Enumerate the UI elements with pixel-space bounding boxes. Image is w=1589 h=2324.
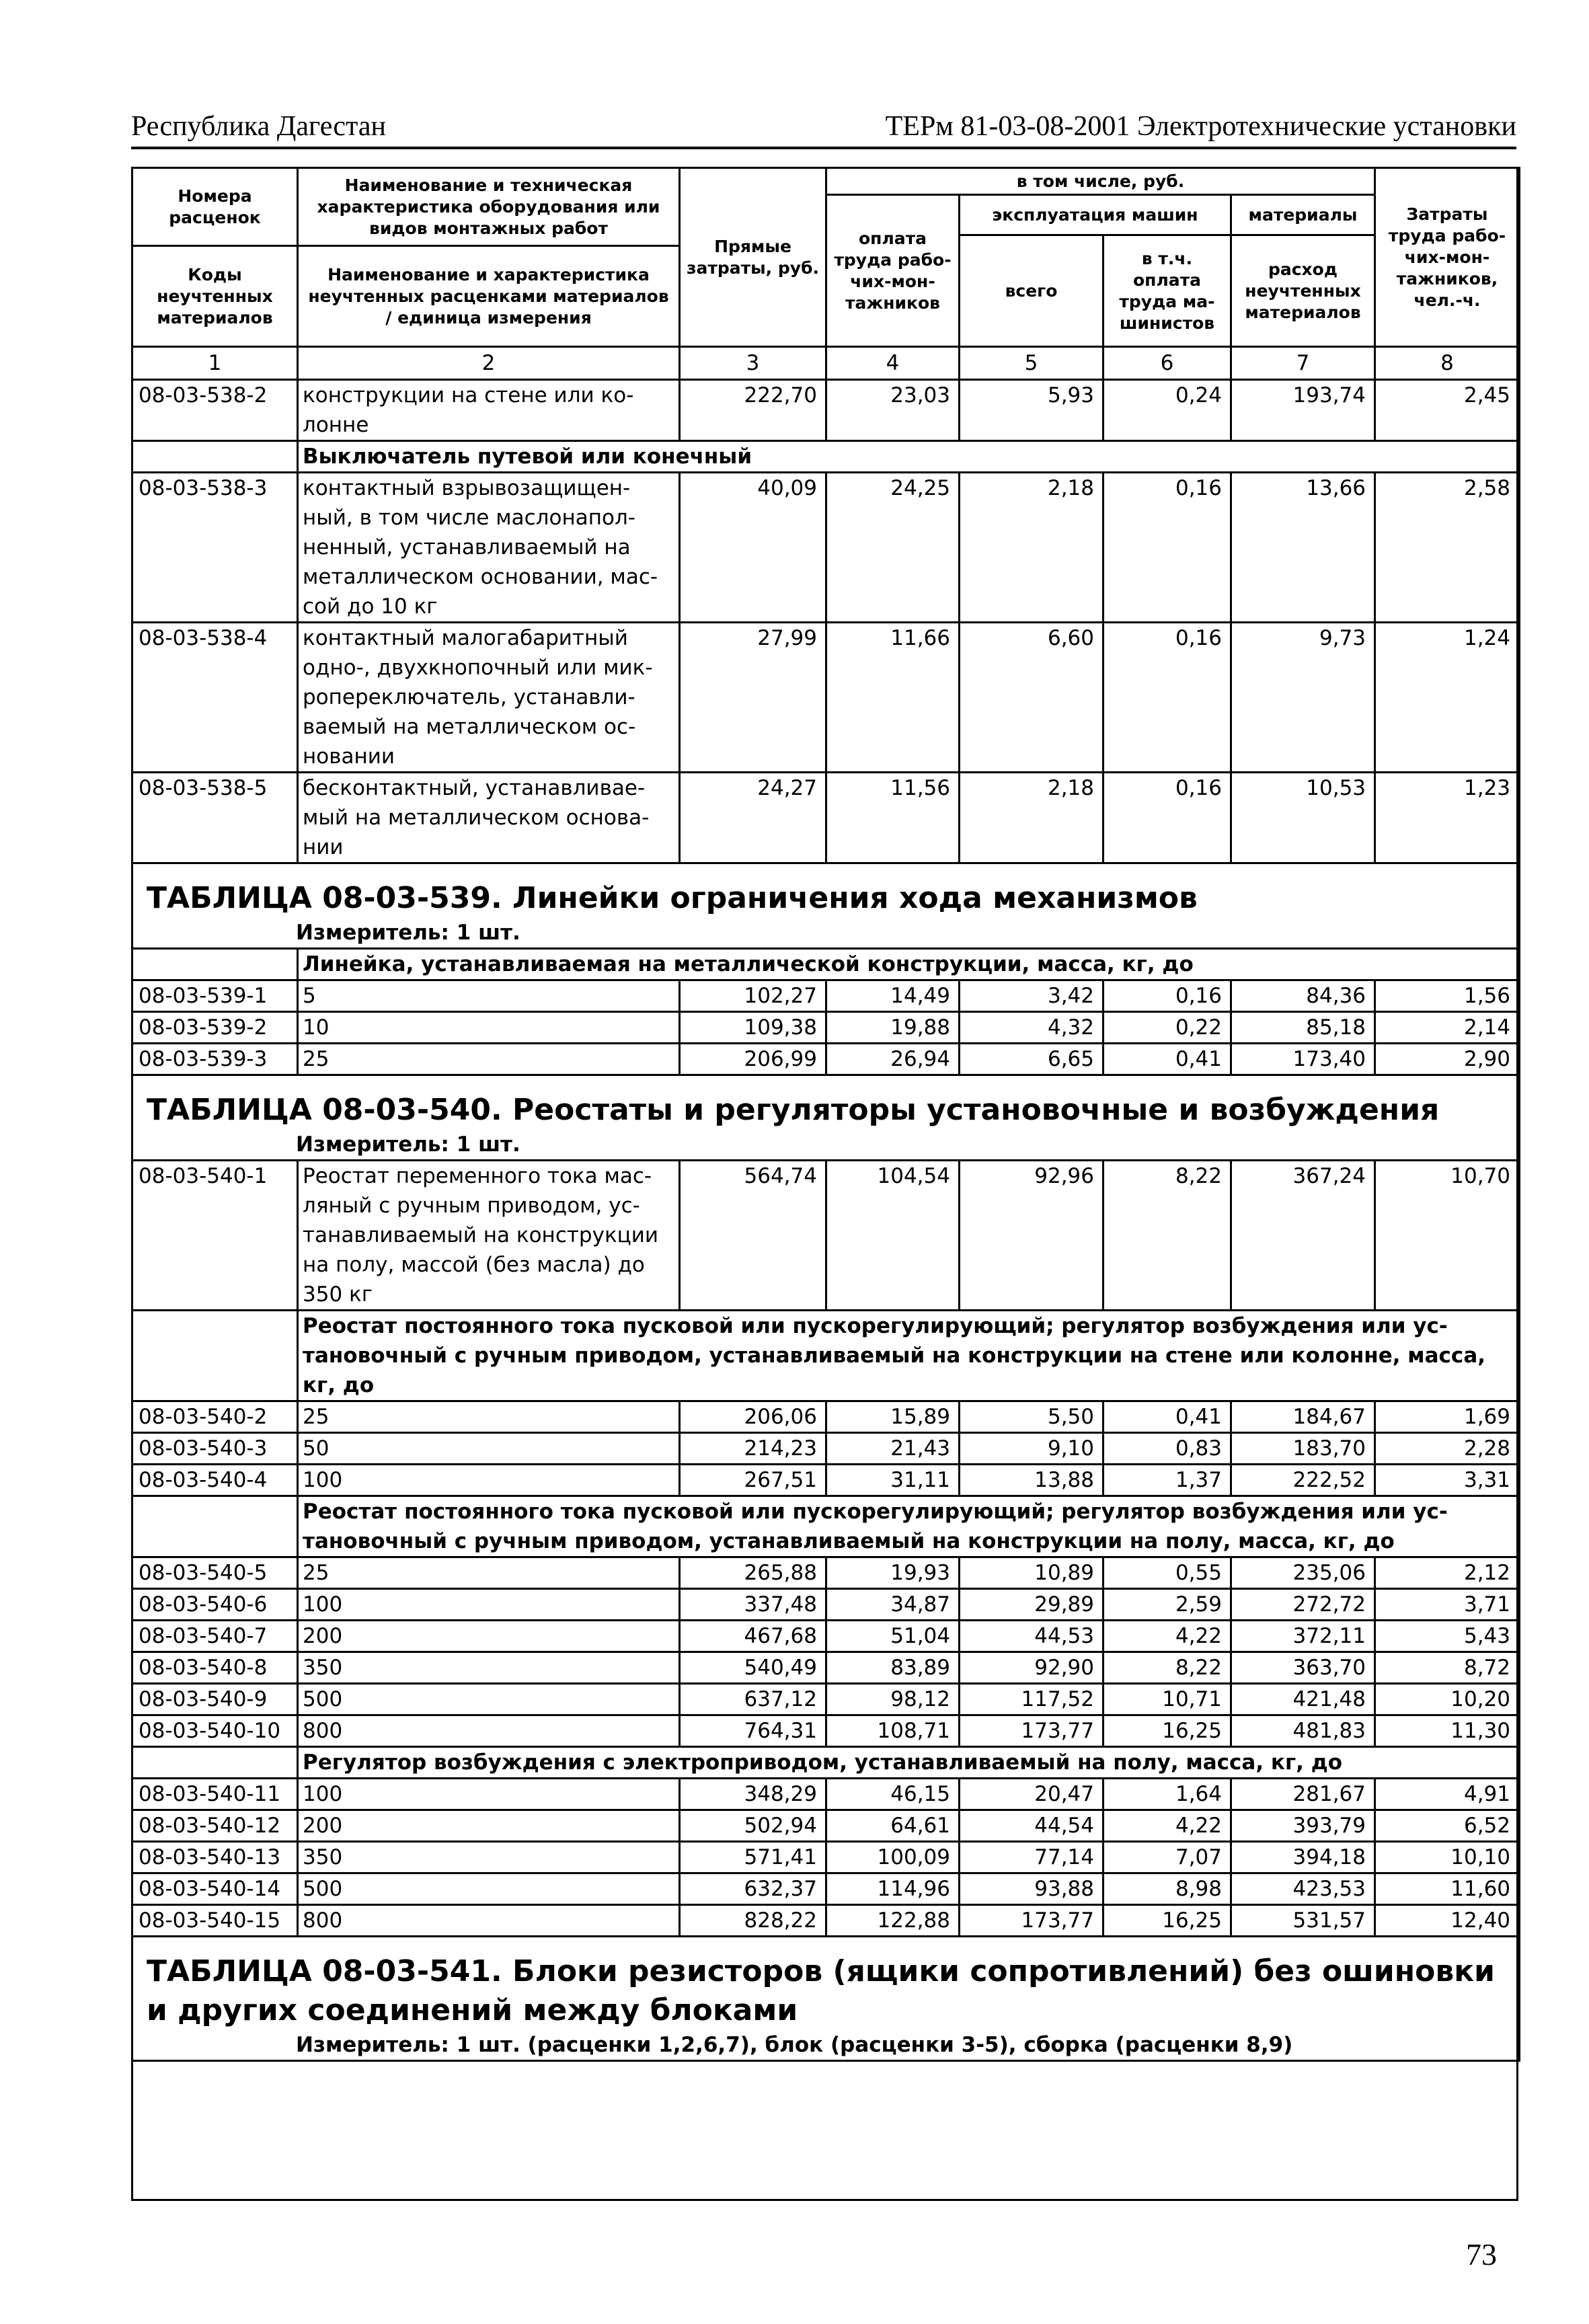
group-heading-row	[132, 1747, 1520, 1779]
value-machines-total: 173,77	[960, 1715, 1103, 1747]
value-direct-costs: 632,37	[680, 1873, 826, 1905]
rate-row	[132, 1557, 1520, 1589]
col-number: 5	[960, 347, 1103, 380]
col-1-top: Номера расценок	[132, 168, 298, 246]
value-operators-wages: 0,16	[1103, 623, 1231, 773]
value-wages: 26,94	[826, 1044, 960, 1075]
meter-text: Измеритель: 1 шт.	[296, 1132, 520, 1157]
value-operators-wages: 1,37	[1103, 1465, 1231, 1496]
rate-code: 08-03-540-11	[132, 1779, 298, 1810]
value-wages: 108,71	[826, 1715, 960, 1747]
value-wages: 24,25	[826, 473, 960, 623]
group-heading-row	[132, 1311, 1520, 1401]
value-direct-costs: 540,49	[680, 1652, 826, 1684]
group-spacer	[132, 1747, 298, 1779]
page-header	[131, 108, 1516, 149]
value-materials: 222,52	[1231, 1465, 1375, 1496]
value-materials: 272,72	[1231, 1589, 1375, 1621]
value-labour-hours: 4,91	[1375, 1779, 1520, 1810]
group-heading: Регулятор возбуждения с электроприводом, устанавливаемый на полу, масса, кг, до	[298, 1747, 1520, 1779]
rate-name: 100	[298, 1779, 680, 1810]
value-direct-costs: 27,99	[680, 623, 826, 773]
value-materials: 10,53	[1231, 773, 1375, 863]
rate-code: 08-03-540-8	[132, 1652, 298, 1684]
table-head	[132, 168, 1520, 380]
rate-row	[132, 1044, 1520, 1075]
page-number: 73	[1466, 2237, 1497, 2272]
value-direct-costs: 214,23	[680, 1433, 826, 1465]
value-operators-wages: 0,41	[1103, 1401, 1231, 1433]
value-operators-wages: 10,71	[1103, 1684, 1231, 1715]
value-operators-wages: 0,41	[1103, 1044, 1231, 1075]
value-operators-wages: 4,22	[1103, 1621, 1231, 1652]
value-wages: 19,93	[826, 1557, 960, 1589]
value-direct-costs: 828,22	[680, 1905, 826, 1937]
value-labour-hours: 10,20	[1375, 1684, 1520, 1715]
rate-name: 800	[298, 1905, 680, 1937]
rate-row	[132, 1012, 1520, 1044]
value-wages: 11,66	[826, 623, 960, 773]
rates-table	[131, 167, 1520, 2062]
group-spacer	[132, 1311, 298, 1401]
value-wages: 15,89	[826, 1401, 960, 1433]
value-materials: 372,11	[1231, 1621, 1375, 1652]
value-labour-hours: 10,70	[1375, 1161, 1520, 1311]
table-title-text: 08-03-540. Реостаты и регуляторы установочные и возбуждения	[322, 1093, 1440, 1127]
rate-name: Реостат переменного тока мас-ляный с ручным приводом, ус-танавливаемый на конструкции на полу, массой (без масла) до 350 кг	[298, 1161, 680, 1311]
value-wages: 51,04	[826, 1621, 960, 1652]
rate-name: 100	[298, 1589, 680, 1621]
value-wages: 46,15	[826, 1779, 960, 1810]
table-title	[132, 1937, 1520, 2031]
column-numbers-row	[132, 347, 1520, 380]
rate-name: 350	[298, 1652, 680, 1684]
header-region: Республика Дагестан	[131, 111, 387, 142]
value-wages: 83,89	[826, 1652, 960, 1684]
value-machines-total: 2,18	[960, 773, 1103, 863]
value-direct-costs: 467,68	[680, 1621, 826, 1652]
value-machines-total: 9,10	[960, 1433, 1103, 1465]
value-wages: 98,12	[826, 1684, 960, 1715]
rate-row	[132, 1842, 1520, 1873]
value-operators-wages: 8,22	[1103, 1652, 1231, 1684]
rate-code: 08-03-540-3	[132, 1433, 298, 1465]
value-labour-hours: 2,90	[1375, 1044, 1520, 1075]
rate-row	[132, 1684, 1520, 1715]
value-direct-costs: 564,74	[680, 1161, 826, 1311]
rate-code: 08-03-540-1	[132, 1161, 298, 1311]
value-machines-total: 3,42	[960, 980, 1103, 1012]
value-labour-hours: 1,69	[1375, 1401, 1520, 1433]
table-title-label: ТАБЛИЦА	[147, 881, 312, 915]
rate-code: 08-03-540-6	[132, 1589, 298, 1621]
col-number: 6	[1103, 347, 1231, 380]
rate-name: 800	[298, 1715, 680, 1747]
rate-row	[132, 1433, 1520, 1465]
rate-row	[132, 773, 1520, 863]
value-materials: 184,67	[1231, 1401, 1375, 1433]
value-materials: 13,66	[1231, 473, 1375, 623]
table-title	[132, 1075, 1520, 1130]
value-machines-total: 93,88	[960, 1873, 1103, 1905]
rate-name: 25	[298, 1401, 680, 1433]
value-materials: 367,24	[1231, 1161, 1375, 1311]
rate-row	[132, 1905, 1520, 1937]
value-machines-total: 20,47	[960, 1779, 1103, 1810]
value-operators-wages: 0,16	[1103, 980, 1231, 1012]
col-7-materials: расход неучтенных материалов	[1231, 235, 1375, 347]
value-operators-wages: 0,83	[1103, 1433, 1231, 1465]
rate-code: 08-03-540-14	[132, 1873, 298, 1905]
value-wages: 21,43	[826, 1433, 960, 1465]
value-direct-costs: 222,70	[680, 380, 826, 441]
value-materials: 235,06	[1231, 1557, 1375, 1589]
value-machines-total: 117,52	[960, 1684, 1103, 1715]
value-operators-wages: 0,16	[1103, 773, 1231, 863]
col-8-labour: Затраты труда рабо-чих-мон-тажников, чел.-ч.	[1375, 168, 1520, 347]
value-labour-hours: 1,56	[1375, 980, 1520, 1012]
col-number: 1	[132, 347, 298, 380]
rate-name: 200	[298, 1621, 680, 1652]
value-wages: 100,09	[826, 1842, 960, 1873]
value-machines-total: 4,32	[960, 1012, 1103, 1044]
rate-row	[132, 1779, 1520, 1810]
rate-code: 08-03-540-2	[132, 1401, 298, 1433]
value-direct-costs: 764,31	[680, 1715, 826, 1747]
value-machines-total: 173,77	[960, 1905, 1103, 1937]
value-machines-total: 6,65	[960, 1044, 1103, 1075]
value-wages: 19,88	[826, 1012, 960, 1044]
value-labour-hours: 10,10	[1375, 1842, 1520, 1873]
meter-cell	[132, 918, 1520, 949]
value-machines-total: 77,14	[960, 1842, 1103, 1873]
col-number: 2	[298, 347, 680, 380]
value-labour-hours: 8,72	[1375, 1652, 1520, 1684]
value-labour-hours: 2,12	[1375, 1557, 1520, 1589]
rate-name: 25	[298, 1044, 680, 1075]
value-materials: 84,36	[1231, 980, 1375, 1012]
value-wages: 31,11	[826, 1465, 960, 1496]
value-operators-wages: 0,22	[1103, 1012, 1231, 1044]
col-5-total: всего	[960, 235, 1103, 347]
col-number: 4	[826, 347, 960, 380]
value-operators-wages: 0,16	[1103, 473, 1231, 623]
value-machines-total: 92,96	[960, 1161, 1103, 1311]
meter-cell	[132, 2030, 1520, 2061]
table-body	[132, 380, 1520, 2061]
rate-name: конструкции на стене или ко-лонне	[298, 380, 680, 441]
value-materials: 421,48	[1231, 1684, 1375, 1715]
value-direct-costs: 267,51	[680, 1465, 826, 1496]
rate-code: 08-03-538-4	[132, 623, 298, 773]
rate-name: 25	[298, 1557, 680, 1589]
rate-row	[132, 1589, 1520, 1621]
value-labour-hours: 1,23	[1375, 773, 1520, 863]
rate-name: 350	[298, 1842, 680, 1873]
rate-row	[132, 1401, 1520, 1433]
value-direct-costs: 571,41	[680, 1842, 826, 1873]
rate-code: 08-03-539-3	[132, 1044, 298, 1075]
col-1-bottom: Коды неучтенных материалов	[132, 246, 298, 347]
value-machines-total: 92,90	[960, 1652, 1103, 1684]
value-operators-wages: 8,98	[1103, 1873, 1231, 1905]
value-labour-hours: 2,45	[1375, 380, 1520, 441]
value-labour-hours: 1,24	[1375, 623, 1520, 773]
rate-code: 08-03-538-5	[132, 773, 298, 863]
meter-row	[132, 918, 1520, 949]
group-spacer	[132, 949, 298, 980]
group-heading: Выключатель путевой или конечный	[298, 441, 1520, 473]
value-materials: 193,74	[1231, 380, 1375, 441]
value-labour-hours: 3,31	[1375, 1465, 1520, 1496]
rate-code: 08-03-540-9	[132, 1684, 298, 1715]
value-direct-costs: 337,48	[680, 1589, 826, 1621]
value-wages: 11,56	[826, 773, 960, 863]
value-direct-costs: 24,27	[680, 773, 826, 863]
rate-code: 08-03-538-2	[132, 380, 298, 441]
value-operators-wages: 0,55	[1103, 1557, 1231, 1589]
value-materials: 531,57	[1231, 1905, 1375, 1937]
value-labour-hours: 12,40	[1375, 1905, 1520, 1937]
value-materials: 393,79	[1231, 1810, 1375, 1842]
value-materials: 9,73	[1231, 623, 1375, 773]
rate-row	[132, 1715, 1520, 1747]
meter-text: Измеритель: 1 шт. (расценки 1,2,6,7), блок (расценки 3-5), сборка (расценки 8,9)	[296, 2033, 1293, 2057]
value-operators-wages: 1,64	[1103, 1779, 1231, 1810]
rate-code: 08-03-540-7	[132, 1621, 298, 1652]
rate-code: 08-03-540-5	[132, 1557, 298, 1589]
rate-row	[132, 1810, 1520, 1842]
col-2-top: Наименование и техническая характеристика оборудования или видов монтажных работ	[298, 168, 680, 246]
col-6-operators: в т.ч. оплата труда ма-шинистов	[1103, 235, 1231, 347]
value-direct-costs: 40,09	[680, 473, 826, 623]
col-3-direct-costs: Прямые затраты, руб.	[680, 168, 826, 347]
meter-text: Измеритель: 1 шт.	[296, 921, 520, 945]
group-heading-row	[132, 441, 1520, 473]
rate-code: 08-03-540-15	[132, 1905, 298, 1937]
value-direct-costs: 348,29	[680, 1779, 826, 1810]
rate-row	[132, 980, 1520, 1012]
group-heading: Реостат постоянного тока пусковой или пускорегулирующий; регулятор возбуждения или ус-тановочный с ручным приводом, устанавливаемый на конструкции на полу, масса, кг, до	[298, 1496, 1520, 1557]
value-materials: 394,18	[1231, 1842, 1375, 1873]
rate-code: 08-03-540-12	[132, 1810, 298, 1842]
value-machines-total: 6,60	[960, 623, 1103, 773]
value-labour-hours: 11,60	[1375, 1873, 1520, 1905]
value-wages: 14,49	[826, 980, 960, 1012]
table-title-text: 08-03-541. Блоки резисторов (ящики сопротивлений) без ошиновки и других соединений между блоками	[147, 1954, 1495, 2027]
table-title	[132, 863, 1520, 919]
col-2-bottom: Наименование и характеристика неучтенных расценками материалов / единица измерения	[298, 246, 680, 347]
meter-cell	[132, 1130, 1520, 1161]
value-materials: 423,53	[1231, 1873, 1375, 1905]
rate-code: 08-03-539-2	[132, 1012, 298, 1044]
header-document-code: ТЕРм 81-03-08-2001 Электротехнические установки	[885, 111, 1516, 142]
rate-name: 500	[298, 1684, 680, 1715]
col-number: 3	[680, 347, 826, 380]
value-materials: 481,83	[1231, 1715, 1375, 1747]
rate-name: бесконтактный, устанавливае-мый на металлическом основа-нии	[298, 773, 680, 863]
value-machines-total: 10,89	[960, 1557, 1103, 1589]
value-operators-wages: 7,07	[1103, 1842, 1231, 1873]
group-heading-row	[132, 949, 1520, 980]
value-materials: 183,70	[1231, 1433, 1375, 1465]
group-heading: Реостат постоянного тока пусковой или пускорегулирующий; регулятор возбуждения или ус-тановочный с ручным приводом, устанавливаемый на конструкции на стене или колонне, масса, кг, до	[298, 1311, 1520, 1401]
rate-row	[132, 1621, 1520, 1652]
group-spacer	[132, 1496, 298, 1557]
table-title-row	[132, 863, 1520, 919]
rate-row	[132, 1465, 1520, 1496]
value-operators-wages: 8,22	[1103, 1161, 1231, 1311]
table-title-label: ТАБЛИЦА	[147, 1093, 312, 1127]
table-title-label: ТАБЛИЦА	[147, 1954, 312, 1988]
value-materials: 85,18	[1231, 1012, 1375, 1044]
value-machines-total: 44,53	[960, 1621, 1103, 1652]
value-labour-hours: 2,14	[1375, 1012, 1520, 1044]
value-operators-wages: 16,25	[1103, 1905, 1231, 1937]
rate-code: 08-03-539-1	[132, 980, 298, 1012]
col-number: 8	[1375, 347, 1520, 380]
col-materials-header: материалы	[1231, 195, 1375, 235]
value-operators-wages: 2,59	[1103, 1589, 1231, 1621]
col-number: 7	[1231, 347, 1375, 380]
value-machines-total: 13,88	[960, 1465, 1103, 1496]
value-direct-costs: 637,12	[680, 1684, 826, 1715]
value-direct-costs: 206,99	[680, 1044, 826, 1075]
value-wages: 122,88	[826, 1905, 960, 1937]
rate-name: контактный малогабаритный одно-, двухкнопочный или мик-ропереключатель, устанавли-ваемый на металлическом ос-новании	[298, 623, 680, 773]
value-wages: 114,96	[826, 1873, 960, 1905]
rate-name: 200	[298, 1810, 680, 1842]
value-labour-hours: 11,30	[1375, 1715, 1520, 1747]
value-materials: 363,70	[1231, 1652, 1375, 1684]
rate-name: 10	[298, 1012, 680, 1044]
rate-code: 08-03-540-10	[132, 1715, 298, 1747]
value-materials: 281,67	[1231, 1779, 1375, 1810]
value-operators-wages: 16,25	[1103, 1715, 1231, 1747]
rate-code: 08-03-540-4	[132, 1465, 298, 1496]
value-machines-total: 29,89	[960, 1589, 1103, 1621]
value-labour-hours: 2,28	[1375, 1433, 1520, 1465]
rate-code: 08-03-540-13	[132, 1842, 298, 1873]
rate-name: 50	[298, 1433, 680, 1465]
table-title-row	[132, 1937, 1520, 2031]
rate-row	[132, 1873, 1520, 1905]
rate-row	[132, 623, 1520, 773]
value-labour-hours: 5,43	[1375, 1621, 1520, 1652]
rate-name: 100	[298, 1465, 680, 1496]
rate-name: 5	[298, 980, 680, 1012]
value-labour-hours: 2,58	[1375, 473, 1520, 623]
value-operators-wages: 0,24	[1103, 380, 1231, 441]
meter-row	[132, 2030, 1520, 2061]
rate-row	[132, 473, 1520, 623]
rate-row	[132, 1161, 1520, 1311]
rate-code: 08-03-538-3	[132, 473, 298, 623]
value-wages: 34,87	[826, 1589, 960, 1621]
value-machines-total: 5,93	[960, 380, 1103, 441]
value-machines-total: 2,18	[960, 473, 1103, 623]
value-direct-costs: 265,88	[680, 1557, 826, 1589]
group-heading-row	[132, 1496, 1520, 1557]
col-4-wages: оплата труда рабо-чих-мон-тажников	[826, 195, 960, 347]
value-labour-hours: 3,71	[1375, 1589, 1520, 1621]
value-direct-costs: 102,27	[680, 980, 826, 1012]
table-title-text: 08-03-539. Линейки ограничения хода механизмов	[322, 881, 1198, 915]
rate-row	[132, 380, 1520, 441]
value-machines-total: 5,50	[960, 1401, 1103, 1433]
value-direct-costs: 109,38	[680, 1012, 826, 1044]
col-incl-header: в том числе, руб.	[826, 168, 1375, 195]
rate-name: контактный взрывозащищен-ный, в том числе маслонапол-ненный, устанавливаемый на металлическом основании, мас-сой до 10 кг	[298, 473, 680, 623]
value-materials: 173,40	[1231, 1044, 1375, 1075]
rate-name: 500	[298, 1873, 680, 1905]
value-operators-wages: 4,22	[1103, 1810, 1231, 1842]
group-heading: Линейка, устанавливаемая на металлической конструкции, масса, кг, до	[298, 949, 1520, 980]
meter-row	[132, 1130, 1520, 1161]
value-machines-total: 44,54	[960, 1810, 1103, 1842]
value-direct-costs: 206,06	[680, 1401, 826, 1433]
col-machines-header: эксплуатация машин	[960, 195, 1231, 235]
value-direct-costs: 502,94	[680, 1810, 826, 1842]
value-wages: 104,54	[826, 1161, 960, 1311]
value-wages: 23,03	[826, 380, 960, 441]
value-labour-hours: 6,52	[1375, 1810, 1520, 1842]
rate-row	[132, 1652, 1520, 1684]
group-spacer	[132, 441, 298, 473]
table-title-row	[132, 1075, 1520, 1130]
value-wages: 64,61	[826, 1810, 960, 1842]
